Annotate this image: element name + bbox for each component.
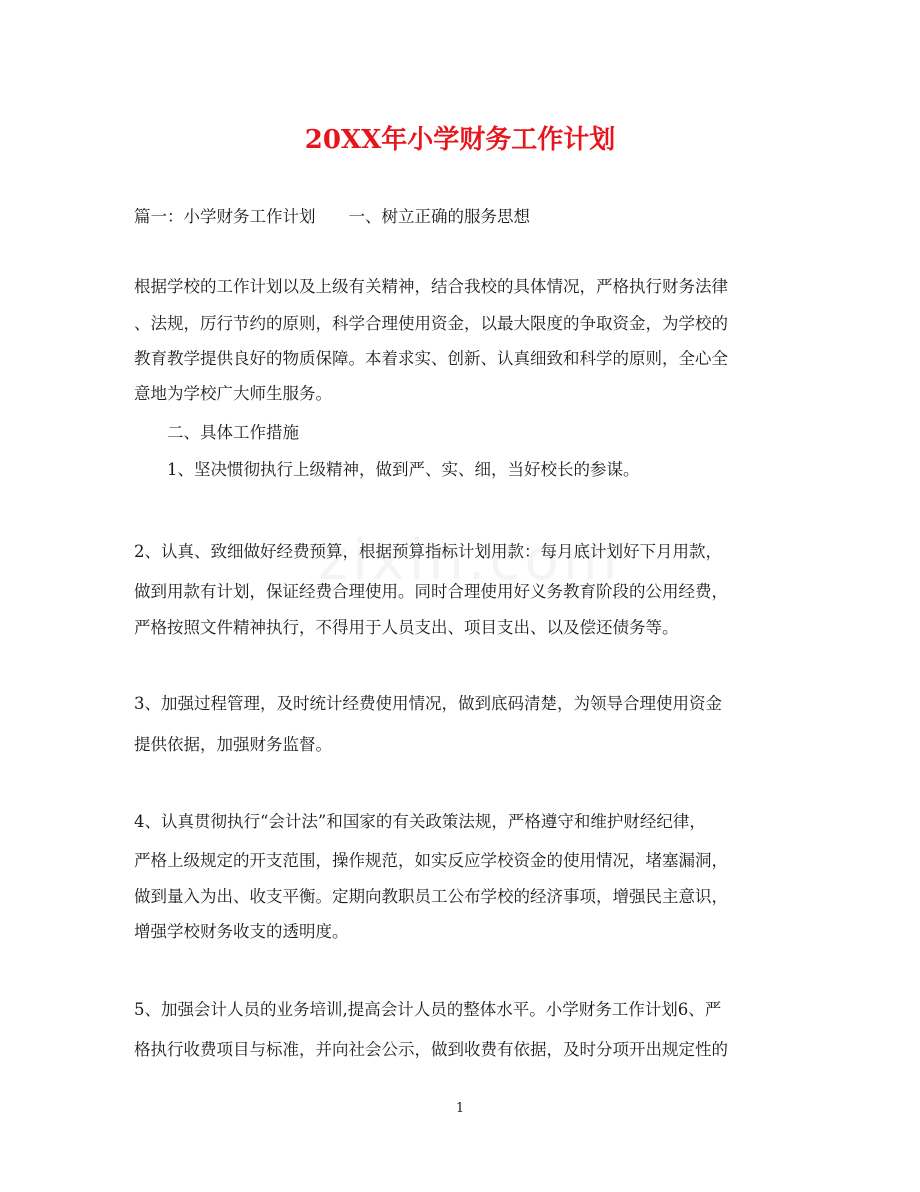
text-line: 4、认真贯彻执行“会计法”和国家的有关政策法规，严格遵守和维护财经纪律， xyxy=(134,812,706,831)
text-line: 、法规，厉行节约的原则，科学合理使用资金，以最大限度的争取资金，为学校的 xyxy=(134,314,728,333)
text-line: 做到量入为出、收支平衡。定期向教职员工公布学校的经济事项，增强民主意识， xyxy=(134,887,728,906)
text-line: 提供依据，加强财务监督。 xyxy=(134,735,332,754)
text-line: 5、加强会计人员的业务培训,提高会计人员的整体水平。小学财务工作计划6、严 xyxy=(134,1000,722,1019)
text-line: 根据学校的工作计划以及上级有关精神，结合我校的具体情况，严格执行财务法律 xyxy=(134,277,728,296)
text-line: 1、坚决惯彻执行上级精神，做到严、实、细，当好校长的参谋。 xyxy=(134,460,640,479)
text-line: 意地为学校广大师生服务。 xyxy=(134,384,332,403)
document-title: 20XX年小学财务工作计划 xyxy=(304,125,616,155)
text-line: 二、具体工作措施 xyxy=(134,423,299,442)
page-number: 1 xyxy=(455,1101,465,1116)
text-line: 3、加强过程管理，及时统计经费使用情况，做到底码清楚，为领导合理使用资金 xyxy=(134,694,722,713)
text-line: 严格按照文件精神执行，不得用于人员支出、项目支出、以及偿还债务等。 xyxy=(134,618,679,637)
text-line: 做到用款有计划，保证经费合理使用。同时合理使用好义务教育阶段的公用经费， xyxy=(134,582,728,601)
text-line: 增强学校财务收支的透明度。 xyxy=(134,922,349,941)
text-line: 2、认真、致细做好经费预算，根据预算指标计划用款：每月底计划好下月用款， xyxy=(134,542,722,561)
text-line: 篇一：小学财务工作计划 一、树立正确的服务思想 xyxy=(134,207,530,226)
text-line: 教育教学提供良好的物质保障。本着求实、创新、认真细致和科学的原则，全心全 xyxy=(134,349,728,368)
text-line: 严格上级规定的开支范围，操作规范，如实反应学校资金的使用情况，堵塞漏洞， xyxy=(134,851,728,870)
text-line: 格执行收费项目与标准，并向社会公示，做到收费有依据，及时分项开出规定性的 xyxy=(134,1040,728,1059)
